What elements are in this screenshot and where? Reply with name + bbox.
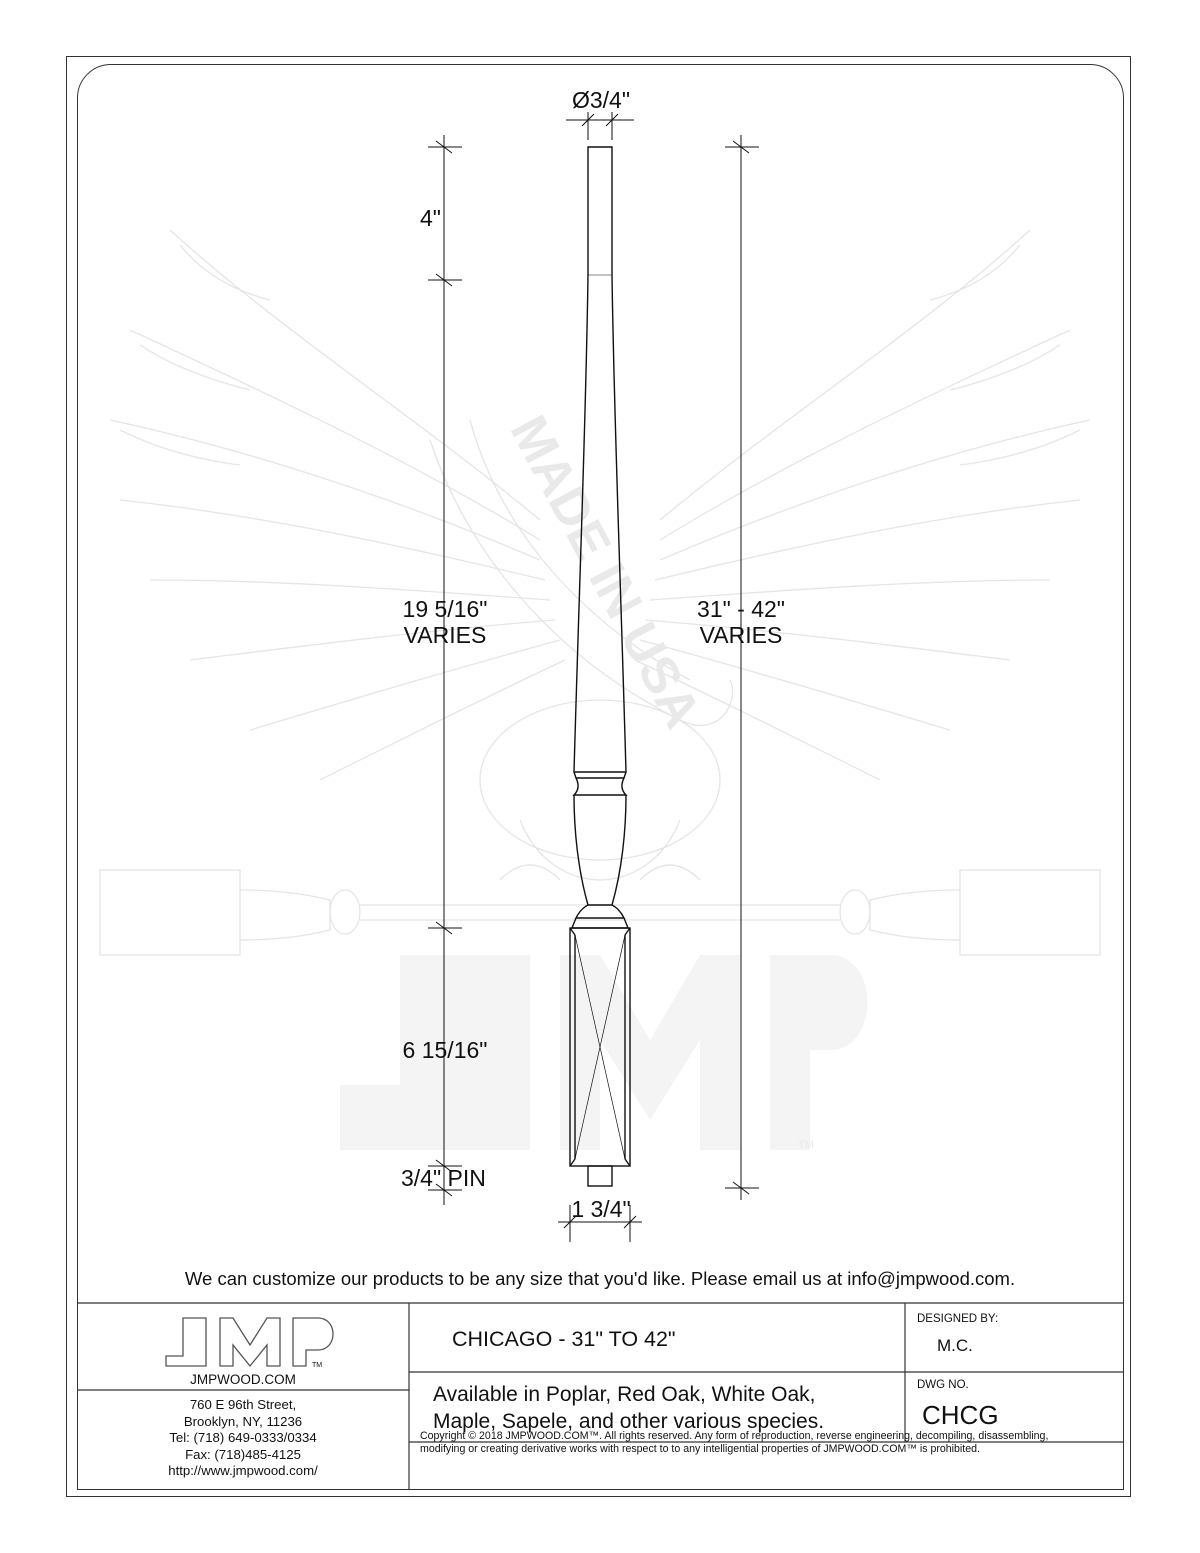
copyright-line-2: modifying or creating derivative works with respect to to any intelligential properties of JMPWOOD.COM™ is prohibited. bbox=[420, 1442, 980, 1455]
baluster-collar bbox=[574, 772, 626, 795]
availability-line-2: Maple, Sapele, and other various species. bbox=[433, 1410, 825, 1433]
address-fax: Fax: (718)485-4125 bbox=[185, 1446, 301, 1462]
designed-by-value: M.C. bbox=[937, 1336, 973, 1355]
dim-pin: 3/4" PIN bbox=[401, 1165, 486, 1191]
address-tel: Tel: (718) 649-0333/0334 bbox=[169, 1430, 317, 1445]
dwg-no-label: DWG NO. bbox=[917, 1379, 969, 1391]
customization-note: We can customize our products to be any size that you'd like. Please email us at info@jmpwood.com. bbox=[184, 1268, 1016, 1289]
company-address bbox=[77, 1397, 409, 1480]
availability-line-1: Available in Poplar, Red Oak, White Oak, bbox=[433, 1383, 816, 1406]
watermark bbox=[100, 230, 1100, 1151]
dim-overall: 31" - 42" bbox=[697, 596, 785, 622]
address-street: 760 E 96th Street, bbox=[189, 1397, 297, 1412]
baluster-top-outline bbox=[574, 147, 626, 772]
dim-square-width: 1 3/4" bbox=[571, 1196, 631, 1222]
baluster-pin bbox=[588, 1166, 612, 1186]
dim-top-diameter: Ø3/4" bbox=[571, 87, 631, 113]
copyright-line-1: Copyright © 2018 JMPWOOD.COM™. All rights reserved. Any form of reproduction, reverse engineering, decompiling, disassembling, bbox=[420, 1430, 1049, 1442]
product-title: CHICAGO - 31" TO 42" bbox=[452, 1327, 676, 1351]
baluster-lower-collar bbox=[572, 905, 628, 928]
copyright-notice bbox=[420, 1430, 1120, 1455]
dwg-no-value: CHCG bbox=[922, 1400, 999, 1430]
address-city: Brooklyn, NY, 11236 bbox=[183, 1413, 303, 1429]
designed-by-label: DESIGNED BY: bbox=[917, 1313, 999, 1325]
watermark-badge-text: MADE IN USA bbox=[498, 406, 712, 738]
dim-top-section: 4" bbox=[420, 205, 441, 231]
dim-middle-varies: VARIES bbox=[403, 622, 487, 648]
address-website-link[interactable]: http://www.jmpwood.com/ bbox=[168, 1463, 318, 1478]
watermark-tm: TM bbox=[798, 1139, 814, 1151]
company-url: JMPWOOD.COM bbox=[190, 1372, 296, 1387]
watermark-logo-text: JMP bbox=[600, 1090, 602, 1091]
dim-square-section: 6 15/16" bbox=[402, 1037, 488, 1063]
baluster-vase bbox=[574, 795, 626, 905]
dim-overall-varies: VARIES bbox=[699, 622, 783, 648]
logo-tm: TM bbox=[312, 1362, 323, 1369]
dim-middle-section: 19 5/16" bbox=[402, 596, 488, 622]
balustrade-watermark-icon bbox=[100, 870, 1100, 955]
jmp-logo-icon bbox=[166, 1318, 333, 1366]
